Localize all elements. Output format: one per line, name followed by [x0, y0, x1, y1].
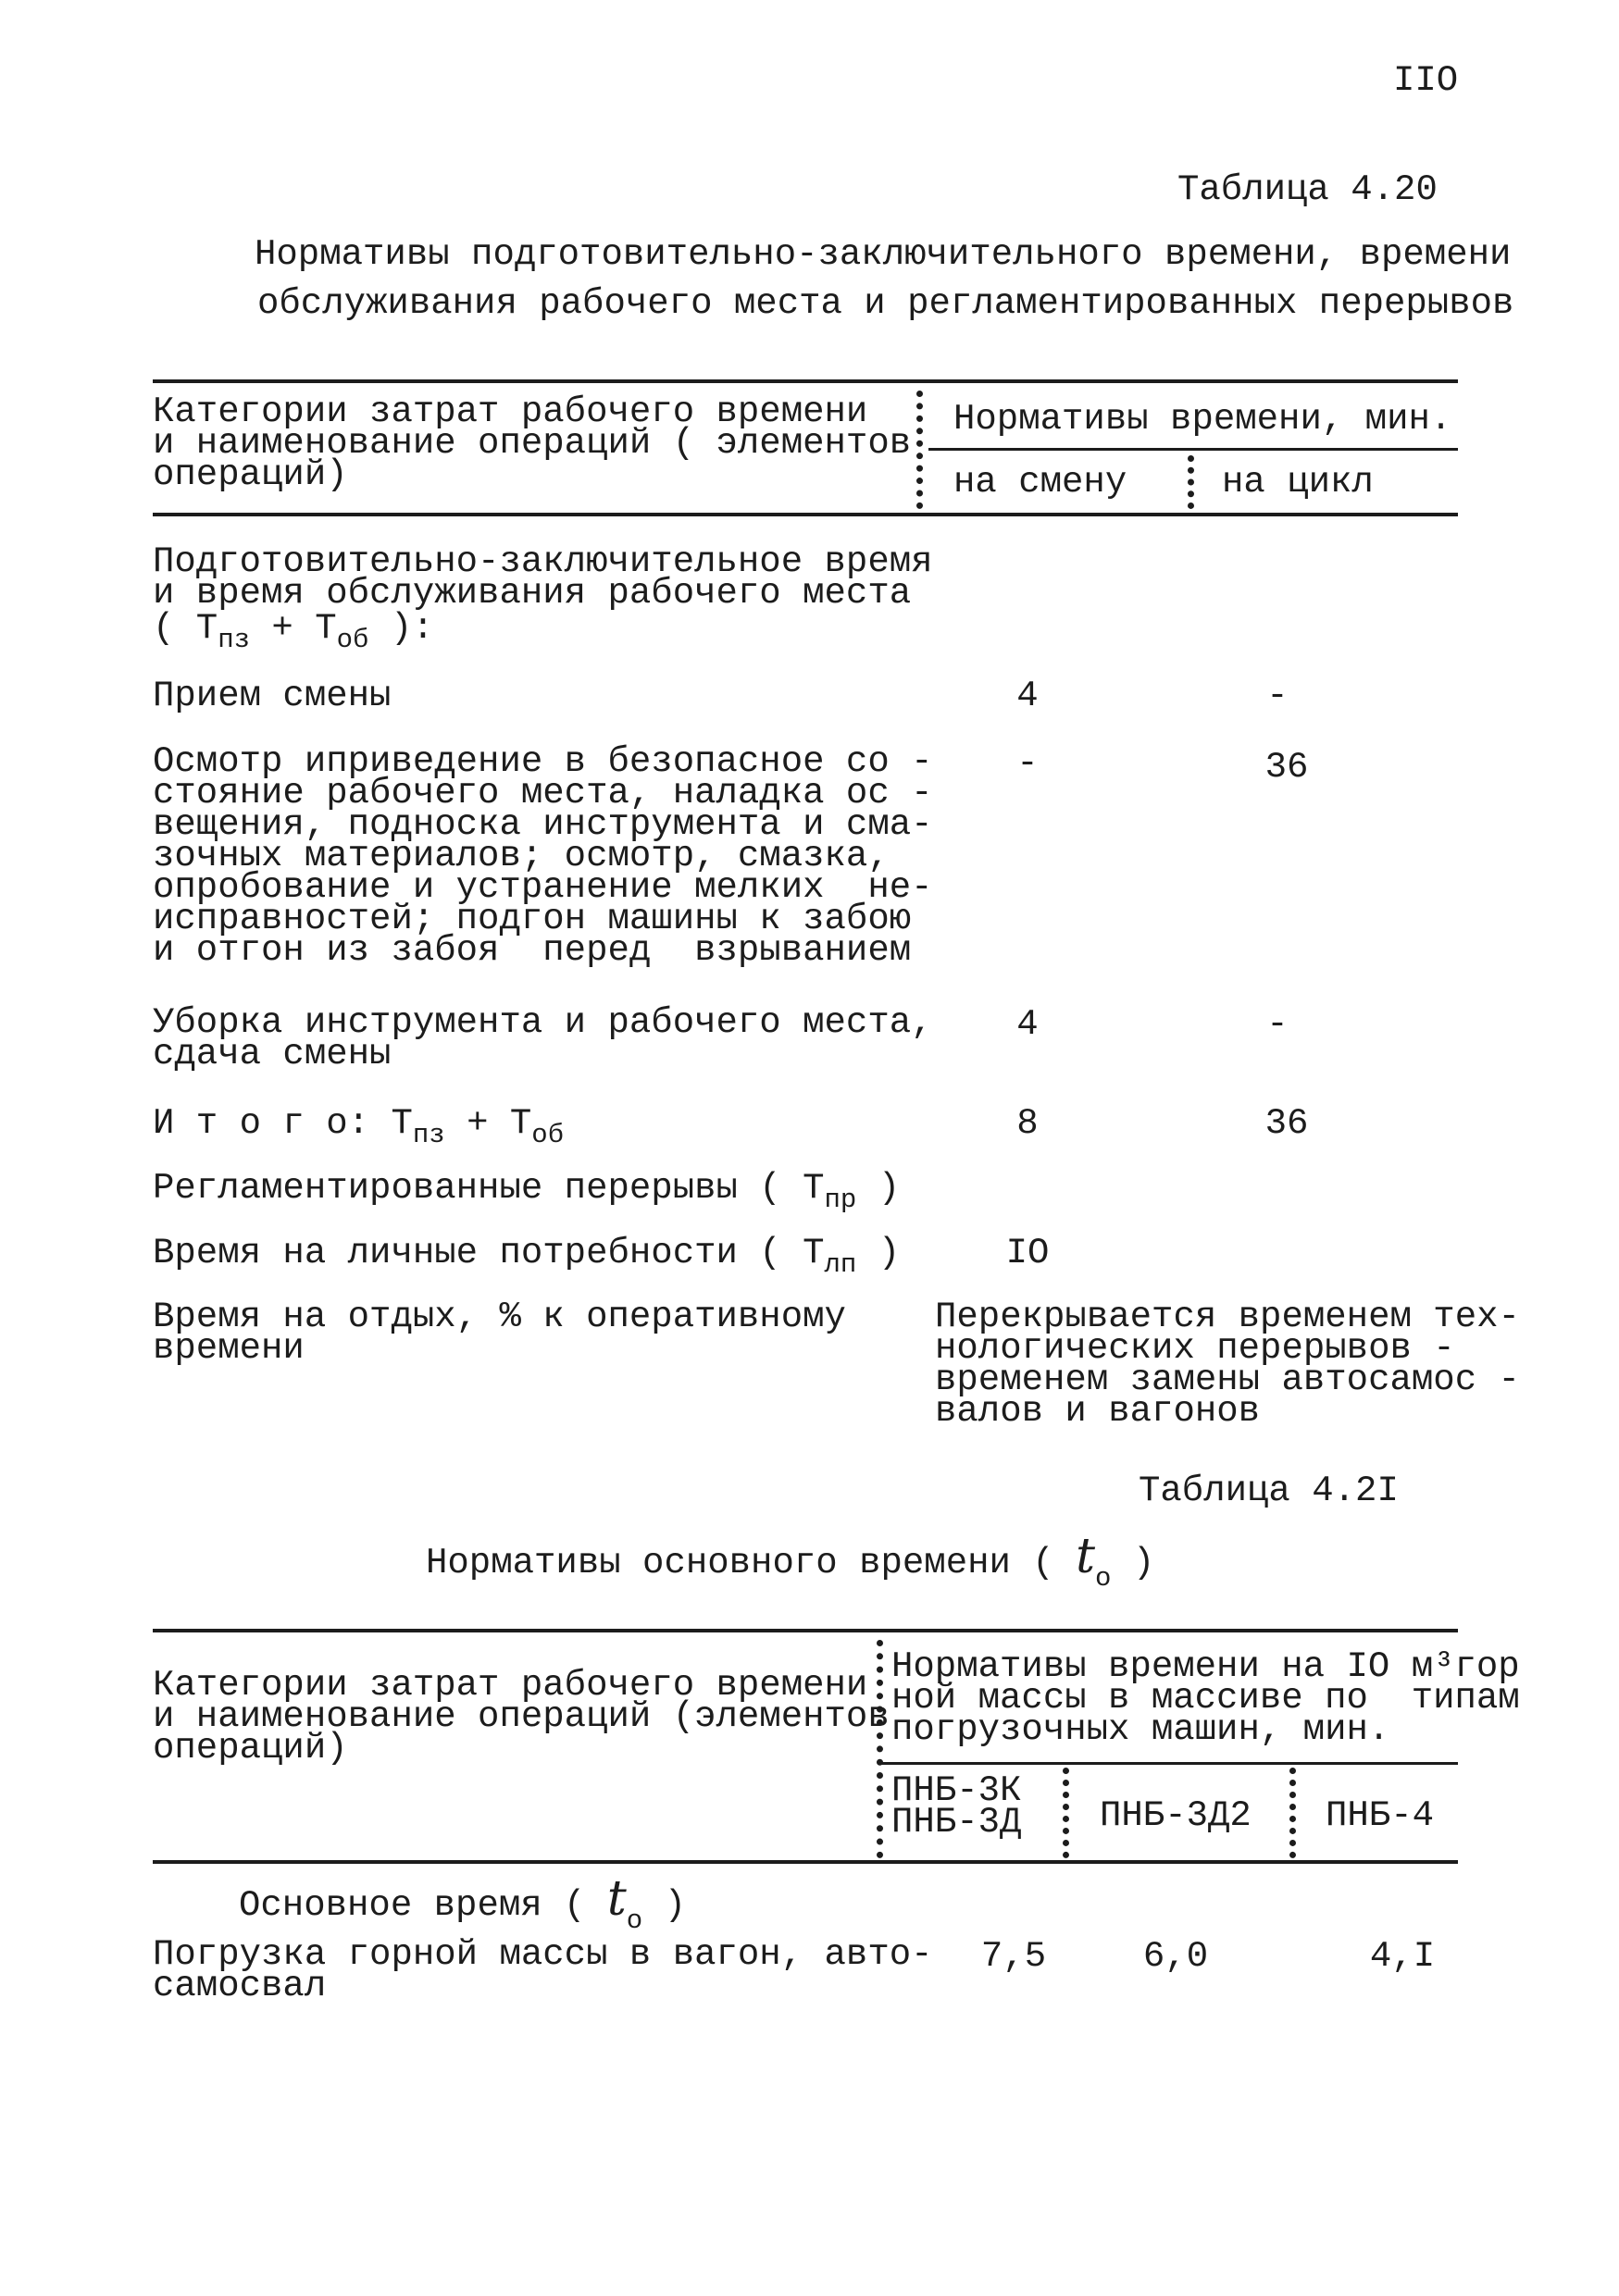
table-caption: Таблица 4.2I	[1139, 1471, 1399, 1511]
table-title-line: Нормативы подготовительно-заключительного времени, времени	[255, 234, 1512, 275]
header-divider	[877, 1640, 883, 1858]
header-divider	[1289, 1768, 1296, 1858]
header-norms-group: Нормативы времени, мин.	[953, 399, 1452, 440]
header-bottom-rule	[153, 1860, 1458, 1864]
table-cell-shift: 4	[1016, 1004, 1039, 1045]
table-cell-shift: IO	[1005, 1233, 1050, 1273]
time-symbol-icon: t	[1076, 1529, 1096, 1584]
table-row-label: Осмотр иприведение в безопасное со - стояние рабочего места, наладка ос - вещения, подноска инструмента и сма- зочных материалов; осмотр, смазка, опробование и устранение мелких не- исправностей; подгон машины к забою и отгон из забоя перед взрыванием	[153, 741, 933, 971]
header-divider	[916, 391, 923, 509]
table-cell-cycle: -	[1266, 1004, 1289, 1045]
table-cell-shift: 8	[1016, 1103, 1039, 1144]
table-cell-shift: -	[1016, 743, 1039, 784]
rest-time-label: Время на отдых, % к оперативному времени	[153, 1297, 846, 1369]
table-caption: Таблица 4.20	[1177, 169, 1438, 210]
header-per-shift: на смену	[953, 462, 1127, 503]
section-formula: ( $T_{пз} + T_{об}$ ):	[153, 608, 434, 655]
table-cell-shift: 4	[1016, 676, 1039, 716]
header-machine-col: ПНБ-4	[1326, 1795, 1435, 1836]
total-row-label: И т о г о: $T_{пз} + T_{об}$	[153, 1103, 565, 1150]
table-top-rule	[153, 1629, 1458, 1632]
section-heading: Основное время ( $t_o$ )	[239, 1871, 686, 1936]
table-row-label: Уборка инструмента и рабочего места, сдача смены	[153, 1002, 933, 1074]
header-sub-rule	[928, 448, 1458, 451]
table-row-label: Прием смены	[153, 676, 392, 716]
table-title-line: обслуживания рабочего места и регламентированных перерывов	[257, 283, 1514, 324]
time-symbol-icon: t	[606, 1871, 627, 1927]
header-machine-col: ПНБ-3Д2	[1100, 1795, 1252, 1836]
rest-time-note: Перекрывается временем тех- нологических перерывов - временем замены автосамос - валов и вагонов	[935, 1297, 1520, 1432]
personal-needs-label: Время на личные потребности ( $T_{лп}$ )	[153, 1233, 901, 1280]
table-cell-value: 4,I	[1369, 1936, 1436, 1977]
table-top-rule	[153, 379, 1458, 383]
page-number: IIO	[1393, 60, 1459, 101]
header-divider	[1188, 455, 1194, 509]
section-heading: Подготовительно-заключительное время и время обслуживания рабочего места	[153, 541, 933, 614]
table-cell-value: 7,5	[980, 1936, 1047, 1977]
table-cell-value: 6,0	[1142, 1936, 1209, 1977]
header-per-cycle: на цикл	[1222, 462, 1374, 503]
header-category: Категории затрат рабочего времени и наименование операций (элементов операций)	[153, 1665, 890, 1769]
header-divider	[1063, 1768, 1069, 1858]
regulated-breaks-label: Регламентированные перерывы ( $T_{пр}$ )	[153, 1168, 901, 1215]
table-cell-cycle: 36	[1264, 1103, 1309, 1144]
header-machine-col: ПНБ-3К ПНБ-3Д	[891, 1770, 1022, 1843]
table-title: Нормативы основного времени ( $t_o$ )	[426, 1529, 1155, 1594]
table-cell-cycle: -	[1266, 676, 1289, 716]
header-norms-group: Нормативы времени на IO м³гор ной массы в массиве по типам погрузочных машин, мин.	[891, 1646, 1520, 1750]
header-bottom-rule	[153, 513, 1458, 516]
header-sub-rule	[879, 1762, 1458, 1765]
table-row-label: Погрузка горной массы в вагон, авто- самосвал	[153, 1934, 933, 2006]
table-cell-cycle: 36	[1264, 747, 1309, 788]
header-category: Категории затрат рабочего времени и наименование операций ( элементов операций)	[153, 391, 912, 495]
